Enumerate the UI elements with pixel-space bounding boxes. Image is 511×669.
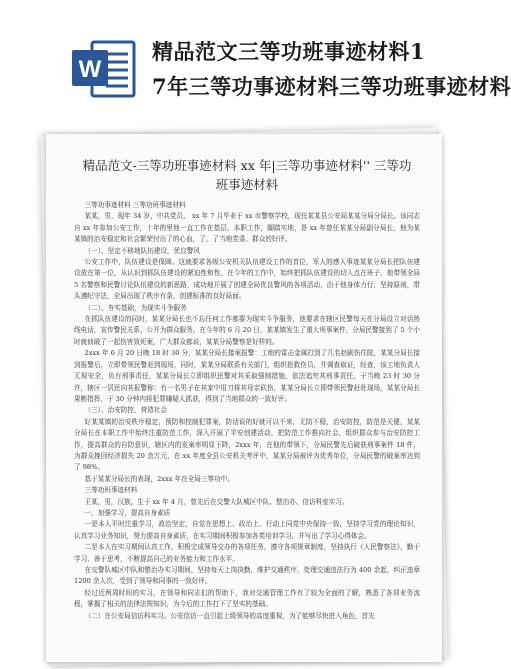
section-heading: （三）、治安防控，营造社会 <box>84 406 167 415</box>
document-body <box>74 200 420 660</box>
body-paragraph: 在交警队城区中队和整治办实习期间，坚持每天上岗执勤，维护交通秩序，处理交通违法行为 400 余起，纠正违章 1200 余人次，受到了领导和同事的一致好评。 <box>74 566 420 586</box>
body-paragraph: 在抓队伍建设的同时，某某分局长也不忘任何工作都要为现实斗争服务，他要求在辖区民警每天在分局设立对话热线电话，宣传警民关系，公开为群众服务，在今年的 6 月 20 日，某某镇发生了重大刑事案件，分局民警接到了 5 个小时就侦破了一起伤害致死案，广大群众都说，某某分局警察是好样的。 <box>74 315 420 346</box>
document-page <box>46 134 442 662</box>
body-paragraph: 好某某镇的治安秩序稳定，预防和控制犯罪案，防话说的好就可以不来，无防不稳，治安防控，防范是关键，某某分局长在本职工作中始终注重防范工作，深入开展了平安创建活动，把防范工作推向社会，组织群众参与治安防控工作，提高群众的自防意识，辖区内的发案率明显下降，2xxx 年，在他的带领下，分局民警先后破获刑事案件 18 件，为群众挽回经济损失 20 余万元，在 xx 年度全县公安机关考评中，某某分局被评为优秀单位，分局民警的破案率达到了 98%。 <box>74 417 420 472</box>
header-banner <box>0 0 511 128</box>
body-paragraph: 二是本人在实习期间认真工作，积极完成领导交办的各项任务，遵守各项规章制度，坚持执行《人民警察法》，勤于学习、善于思考，不断提高自己的业务能力和工作水平。 <box>74 543 420 563</box>
document-title: 精品范文-三等功班事迹材料 xx 年|三等功事迹材料'' 三等功班事迹材料 <box>82 158 412 192</box>
page-title-line-2: 7年三等功事迹材料三等功班事迹材料 <box>152 74 511 99</box>
body-paragraph: 公安工作中，队伍建设是保障。这就要求各级公安机关队伍建设工作的首位，军人的感人事迹某某分局长把队伍建设放在第一位，从认识到抓队伍建设的紧迫性和性，在今年的工作中，始终把抓队伍建设的切入点在班子，他带领全局 5 名警察和民警讨论队伍建设的新思路，成功地开展了创建全局优良警风的各项活动，由于他身体力行，坚持原则，带头遵纪守法，全局出现了秩序有条，创建标准的良好局面。 <box>74 258 420 301</box>
body-paragraph: 基于某某分局长的表现，2xxx 年在全局三等功中。 <box>84 474 234 483</box>
body-paragraph: 2xxx 年 6 月 20 日晚 18 时 30 分，某某分局长接案报警：工地的雷击金属打到了几名赵刷伤住院，某某分局长接到报警后，立即带领民警赶到现场，同时，某某分局联系有关部门，组织抢救伤员，并调查取证，经查，该工地负责人无视安全，负有刑事责任，某某分局长立即组织民警对其采取强制措施，依法追究其刑事责任，于当晚 23 时 30 分许，辖区一居民向其报警称：有一名男子在其家中用刀将其母亲砍伤，某某分局长立即带领民警赶赴现场，某某分局长果断指挥，于 30 分钟内将犯罪嫌疑人抓获，得到了当地群众的一致好评。 <box>74 349 420 403</box>
body-paragraph: 一是本人平时注重学习，政治坚定，自觉在思想上、政治上、行动上同党中央保持一致，坚持学习党的理论知识，认真学习业务知识，努力提高自身素质，在实习期间积极参加各类培训学习，并写出了学习心得体会。 <box>74 520 420 540</box>
svg-text:W: W <box>78 56 102 83</box>
body-paragraph: 三等功事迹材料 三等功班事迹材料 <box>84 201 186 209</box>
body-paragraph: 经过近两周时间的实习，在领导和同志们的帮助下，我对交通管理工作有了较为全面的了解，熟悉了各项业务流程，掌握了相关的法律法规知识，为今后的工作打下了坚实的基础。 <box>74 588 420 609</box>
section-heading: 三等功班事迹材料 <box>84 486 138 495</box>
body-paragraph: （二）在公安局信访科实习。公安信访一直引起上级领导的高度重视，为了能够尽快进入角色，首先 <box>84 611 375 620</box>
section-heading: （一）、坚定不移地队伍建设，优良警风 <box>84 246 200 255</box>
section-heading: （二）、夯实基础，为现实斗争服务 <box>84 303 187 312</box>
body-paragraph: 某某，男，现年 34 岁，中共党员， xx 年 7 月毕业于 xx 市警察学校，现任某某县公安局某某分局分局长。该同志自 xx 年参加公安工作，十年的里他一直工作在基层，本职工作，脚踏实地，是 xx 年曾任某某分局副分局长，他为某某镇的治安稳定和社会繁荣付出了的心血，了，了当地党委、群众的好评。 <box>74 212 420 244</box>
body-paragraph: 王某，男，汉族，生于 xx 年 4 月，曾先后在交警大队城区中队、整治办、信访科室实习。 <box>84 497 349 506</box>
page-title-line-1: 精品范文三等功班事迹材料1 <box>152 39 426 64</box>
word-document-icon <box>72 38 136 100</box>
section-heading: 一、加强学习，提高自身素质 <box>84 508 171 517</box>
